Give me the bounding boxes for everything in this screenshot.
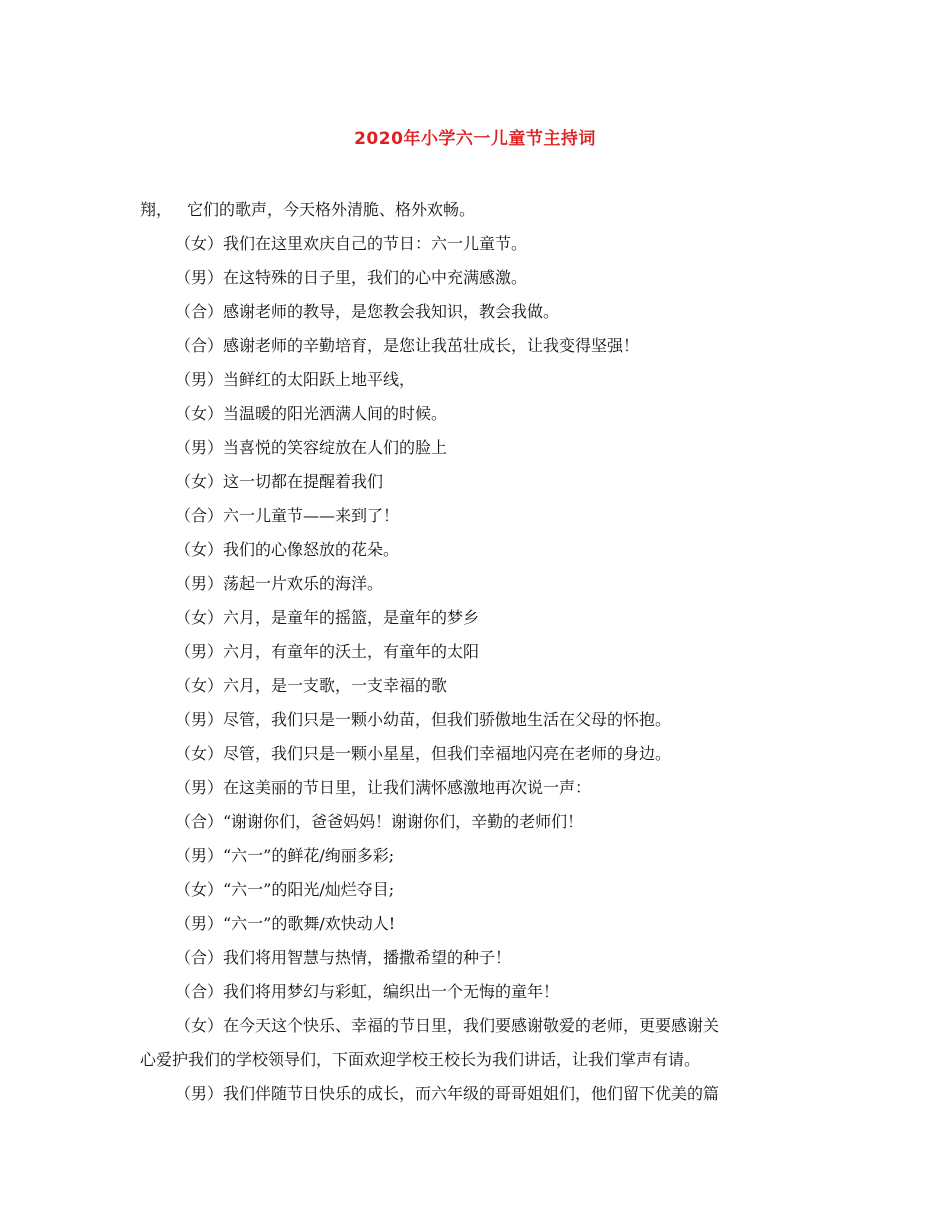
continued-line <box>140 193 820 227</box>
dialogue-line: （合）感谢老师的教导，是您教会我知识，教会我做。 <box>175 302 560 321</box>
paragraph-1-line-1: （女）在今天这个快乐、幸福的节日里，我们要感谢敬爱的老师，更要感谢关 <box>175 1016 720 1035</box>
dialogue-line: （女）当温暖的阳光洒满人间的时候。 <box>175 404 448 423</box>
continued-fragment: 翔， <box>140 200 173 219</box>
dialogue-line: （合）“谢谢你们，爸爸妈妈！谢谢你们，辛勤的老师们！ <box>175 812 584 831</box>
dialogue-line: （男）当喜悦的笑容绽放在人们的脸上 <box>175 438 448 457</box>
dialogue-line: （女）六月，是童年的摇篮，是童年的梦乡 <box>175 608 480 627</box>
dialogue-line: （女）六月，是一支歌，一支幸福的歌 <box>175 676 448 695</box>
dialogue-line: （男）尽管，我们只是一颗小幼苗，但我们骄傲地生活在父母的怀抱。 <box>175 710 672 729</box>
dialogue-line: （女）我们的心像怒放的花朵。 <box>175 540 400 559</box>
dialogue-line: （男）“六一”的鲜花/绚丽多彩; <box>175 846 395 865</box>
dialogue-line: （男）荡起一片欢乐的海洋。 <box>175 574 384 593</box>
dialogue-line: （男）在这美丽的节日里，让我们满怀感激地再次说一声： <box>175 778 592 797</box>
paragraph-2-line-1: （男）我们伴随节日快乐的成长，而六年级的哥哥姐姐们，他们留下优美的篇 <box>175 1084 720 1103</box>
dialogue-line: （女）“六一”的阳光/灿烂夺目; <box>175 880 395 899</box>
dialogue-line: （女）尽管，我们只是一颗小星星，但我们幸福地闪亮在老师的身边。 <box>175 744 672 763</box>
dialogue-line: （男）“六一”的歌舞/欢快动人! <box>175 914 396 933</box>
dialogue-line: （合）我们将用梦幻与彩虹，编织出一个无悔的童年！ <box>175 982 560 1001</box>
dialogue-line: （男）在这特殊的日子里，我们的心中充满感激。 <box>175 268 528 287</box>
paragraph-1-line-2: 心爱护我们的学校领导们，下面欢迎学校王校长为我们讲话，让我们掌声有请。 <box>140 1050 701 1069</box>
dialogue-line: （女）我们在这里欢庆自己的节日：六一儿童节。 <box>175 234 528 253</box>
document-title: 2020年小学六一儿童节主持词 <box>354 129 596 149</box>
dialogue-line: （合）感谢老师的辛勤培育，是您让我茁壮成长，让我变得坚强！ <box>175 336 640 355</box>
dialogue-line: （合）我们将用智慧与热情，播撒希望的种子！ <box>175 948 512 967</box>
document-body <box>140 193 820 1111</box>
dialogue-line: （男）六月，有童年的沃土，有童年的太阳 <box>175 642 480 661</box>
dialogue-line: （男）当鲜红的太阳跃上地平线， <box>175 370 416 389</box>
dialogue-line: （合）六一儿童节——来到了！ <box>175 506 400 525</box>
continued-text: 它们的歌声，今天格外清脆、格外欢畅。 <box>187 200 476 219</box>
dialogue-line: （女）这一切都在提醒着我们 <box>175 472 384 491</box>
dialogue-lines <box>140 227 820 1009</box>
